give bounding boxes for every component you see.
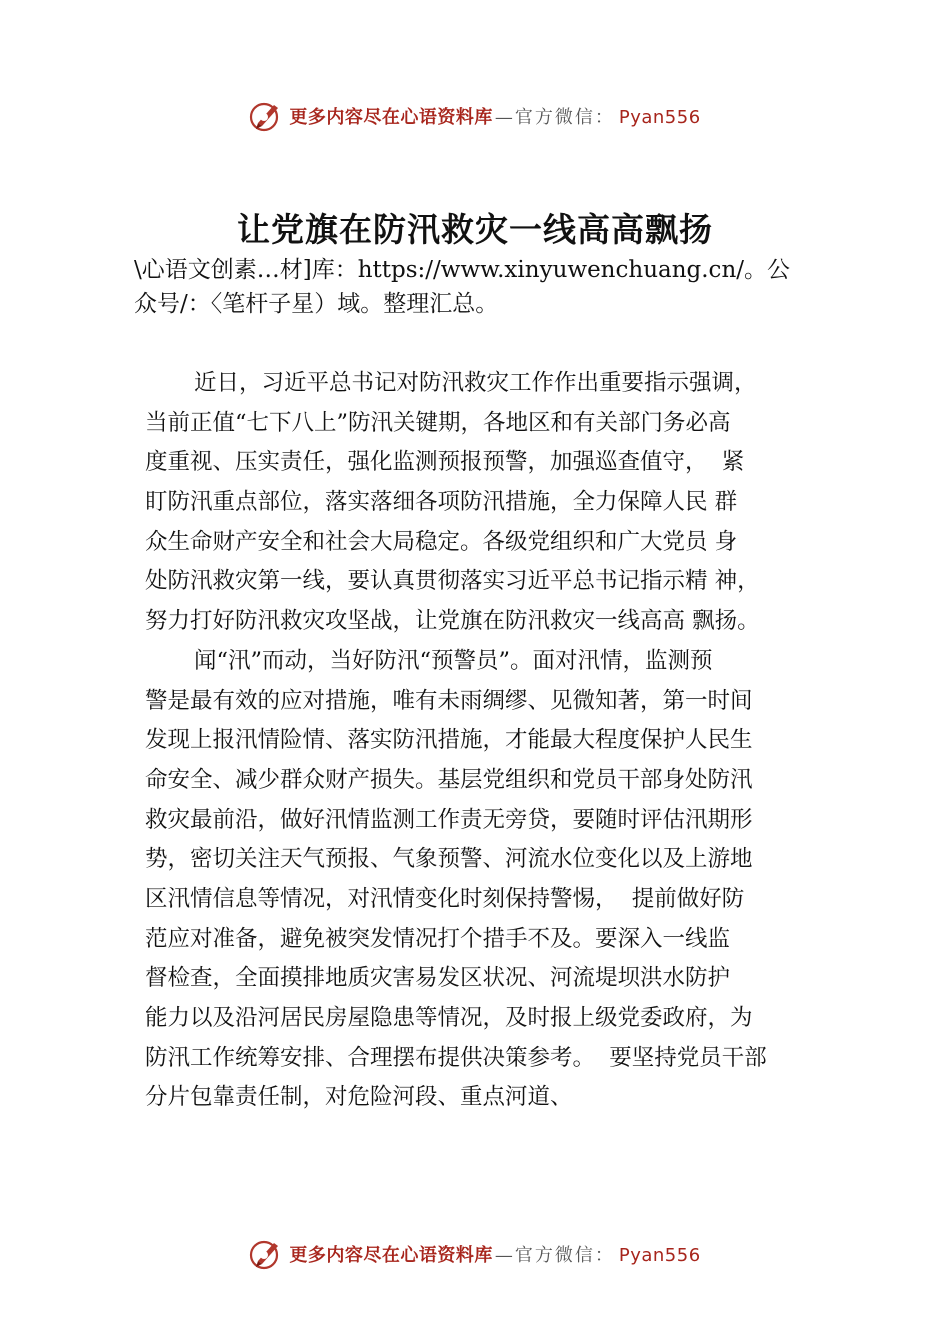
body-line: 分片包靠责任制，对危险河段、重点河道、 <box>145 1084 573 1111</box>
body-line: 警是最有效的应对措施，唯有未雨绸缪、见微知著，第一时间 <box>145 687 753 714</box>
banner-text <box>289 1241 700 1267</box>
banner-wechat-id: Pyan556 <box>618 107 701 128</box>
header-watermark-banner <box>0 96 950 136</box>
body-line: 发现上报汛情险情、落实防汛措施，才能最大程度保护人民生 <box>145 727 753 754</box>
banner-text <box>289 103 700 129</box>
body-line: 近日，习近平总书记对防汛救灾工作作出重要指示强调， <box>194 370 757 396</box>
source-line: 众号/：〈笔杆子星）域。整理汇总。 <box>134 291 499 317</box>
banner-wechat-id: Pyan556 <box>618 1245 701 1266</box>
body-line: 防汛工作统筹安排、合理摆布提供决策参考。 要坚持党员干部 <box>145 1044 767 1071</box>
document-title: 让党旗在防汛救灾一线高高飘扬 <box>237 210 713 249</box>
body-line: 督检查，全面摸排地质灾害易发区状况、河流堤坝洪水防护 <box>145 965 731 992</box>
body-line: 闻“汛”而动，当好防汛“预警员”。面对汛情，监测预 <box>194 647 713 674</box>
source-line: \心语文创素…材]库：https://www.xinyuwenchuang.cn/。公 <box>134 257 791 283</box>
body-line: 能力以及沿河居民房屋隐患等情况，及时报上级党委政府，为 <box>145 1005 753 1031</box>
body-line: 命安全、减少群众财产损失。基层党组织和党员干部身处防汛 <box>145 766 753 793</box>
body-line: 势，密切关注天气预报、气象预警、河流水位变化以及上游地 <box>145 846 753 873</box>
footer-watermark-banner <box>0 1234 950 1274</box>
body-line: 努力打好防汛救灾攻坚战，让党旗在防汛救灾一线高高 飘扬。 <box>145 608 760 635</box>
body-line: 当前正值“七下八上”防汛关键期，各地区和有关部门务必高 <box>145 409 731 436</box>
body-line: 众生命财产安全和社会大局稳定。各级党组织和广大党员 身 <box>145 528 738 555</box>
banner-library-text: 更多内容尽在心语资料库 <box>289 1245 493 1266</box>
source-note <box>134 253 834 321</box>
banner-wechat-label: —官方微信： <box>494 1245 615 1266</box>
body-line: 处防汛救灾第一线，要认真贯彻落实习近平总书记指示精 神， <box>145 568 760 595</box>
banner-library-text: 更多内容尽在心语资料库 <box>289 107 493 128</box>
body-line: 救灾最前沿，做好汛情监测工作责无旁贷，要随时评估汛期形 <box>145 806 753 833</box>
body-line: 盯防汛重点部位，落实落细各项防汛措施，全力保障人民 群 <box>145 489 738 516</box>
pen-logo-icon <box>249 99 283 133</box>
banner-wechat-label: —官方微信： <box>494 107 615 128</box>
body-line: 区汛情信息等情况，对汛情变化时刻保持警惕， 提前做好防 <box>145 885 745 912</box>
body-line: 范应对准备，避免被突发情况打个措手不及。要深入一线监 <box>145 925 731 952</box>
body-text <box>145 364 767 1118</box>
body-line: 度重视、压实责任，强化监测预报预警，加强巡查值守， 紧 <box>145 449 745 476</box>
pen-logo-icon <box>249 1237 283 1271</box>
